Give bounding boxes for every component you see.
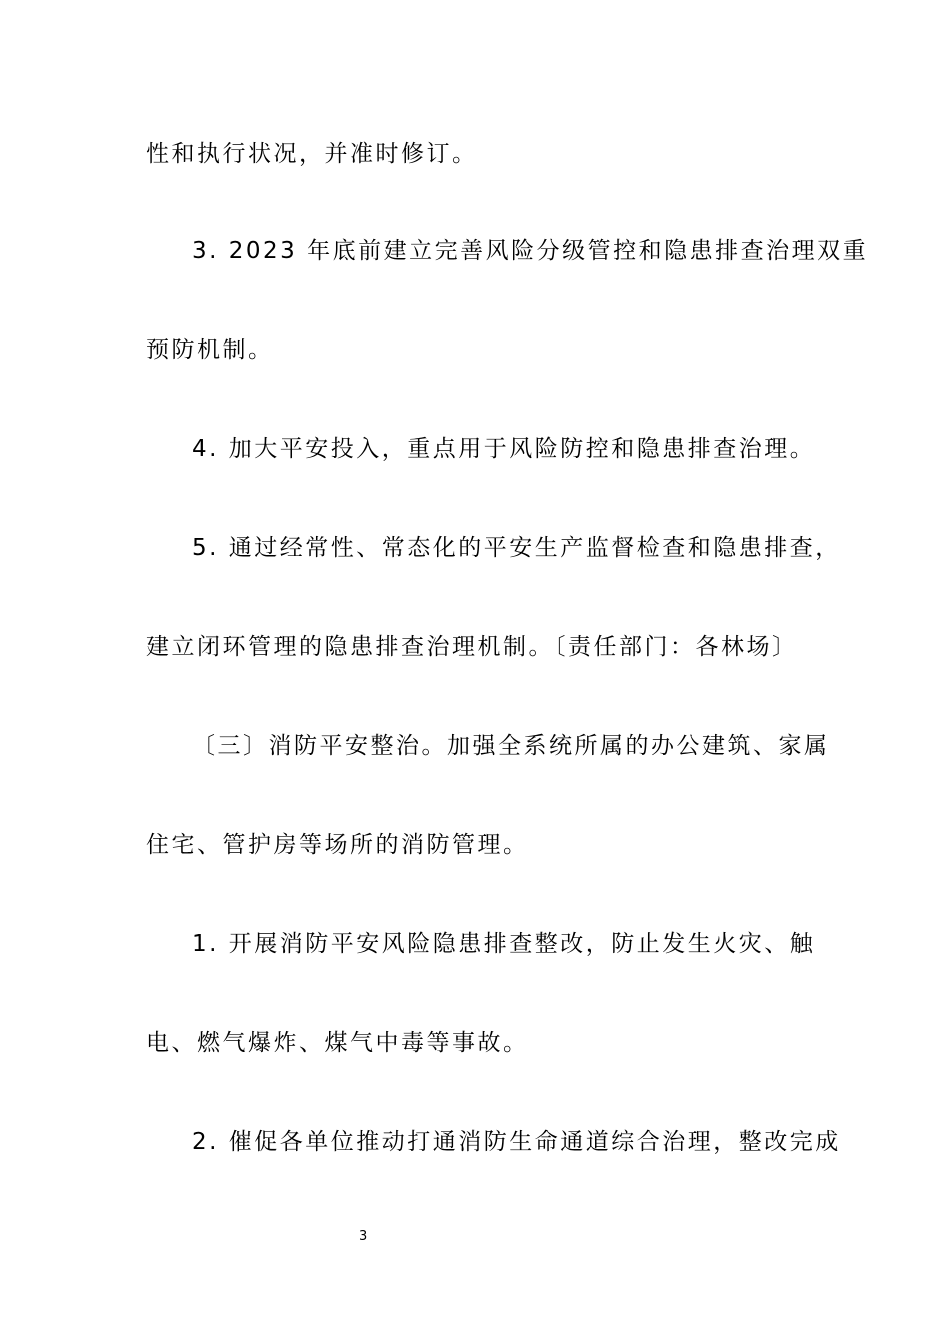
text-line-2: 3. 2023 年底前建立完善风险分级管控和隐患排查治理双重 bbox=[192, 238, 869, 264]
text-line-5: 5. 通过经常性、常态化的平安生产监督检查和隐患排查， bbox=[192, 535, 841, 561]
page-number: 3 bbox=[359, 1229, 368, 1244]
text-line-7: 〔三〕消防平安整治。加强全系统所属的办公建筑、家属 bbox=[192, 733, 830, 759]
text-line-8: 住宅、管护房等场所的消防管理。 bbox=[146, 832, 529, 858]
text-line-4: 4. 加大平安投入，重点用于风险防控和隐患排查治理。 bbox=[192, 436, 816, 462]
text-line-3: 预防机制。 bbox=[146, 337, 274, 363]
text-line-6: 建立闭环管理的隐患排查治理机制。〔责任部门：各林场〕 bbox=[146, 634, 798, 660]
text-line-10: 电、燃气爆炸、煤气中毒等事故。 bbox=[146, 1030, 529, 1056]
text-line-11: 2. 催促各单位推动打通消防生命通道综合治理，整改完成 bbox=[192, 1129, 841, 1155]
text-line-1: 性和执行状况，并准时修订。 bbox=[146, 141, 478, 167]
text-line-9: 1. 开展消防平安风险隐患排查整改，防止发生火灾、触 bbox=[192, 931, 816, 957]
